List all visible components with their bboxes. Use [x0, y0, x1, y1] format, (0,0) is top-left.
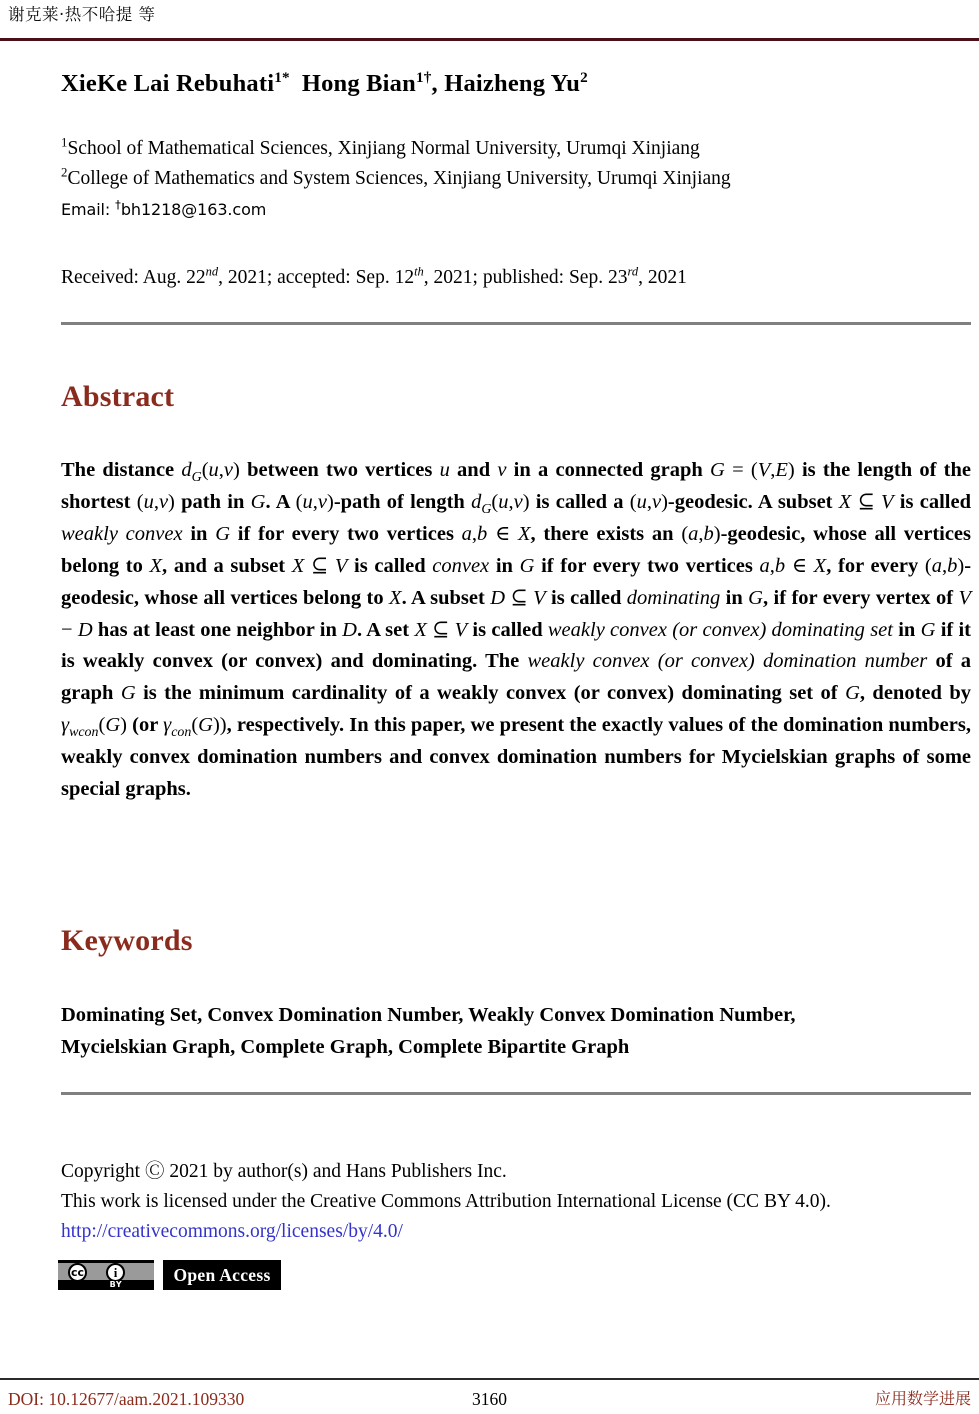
- footer-doi[interactable]: DOI: 10.12677/aam.2021.109330: [8, 1389, 245, 1409]
- abstract-text: The distance $d_G(u,v)$ between two vertices u and v in a connected graph G = (V,E) is the length of the shortest (u,v) path in G. A (u,v)-path of length $d_G(u,v)$ is called a (u,v)-geodesic. A subset X ⊆ V is called weakly convex in G if for every two vertices a,b ∈ X, there exists an (a,b)-geodesic, whose all vertices belong to X, and a subset X ⊆ V is called convex in G if for every two vertices a,b ∈ X, for every (a,b)-geodesic, whose all vertices belong to X. A subset D ⊆ V is called dominating in G, if for every vertex of V − D has at least one neighbor in D. A set X ⊆ V is called weakly convex (or convex) dominating set in G if it is weakly convex (or convex) and dominating. The weakly convex (or convex) domination number of a graph G is the minimum cardinality of a weakly convex (or convex) dominating set of G, denoted by $\gamma_{wcon}(G)$ (or $\gamma_{con}(G)$), respectively. In this paper, we present the exactly values of the domination numbers, weakly convex domination numbers and convex domination numbers for Mycielskian graphs of some special graphs.: [61, 459, 972, 801]
- accepted-ordinal: th: [414, 264, 424, 279]
- affiliation-2-marker: 2: [61, 165, 68, 180]
- received-year: , 2021; accepted: Sep. 12: [218, 267, 415, 288]
- creative-commons-badge-icon[interactable]: [58, 1260, 154, 1290]
- running-head: [0, 0, 979, 40]
- keywords-text: [61, 999, 971, 1063]
- abstract-heading: Abstract: [61, 380, 175, 413]
- cc-by-label: BY: [109, 1280, 123, 1289]
- cc-attribution-person-icon: i: [106, 1263, 125, 1282]
- received-label: Received: Aug. 22: [61, 267, 206, 288]
- cc-logo-icon: cc: [68, 1263, 87, 1282]
- keywords-line-2: Mycielskian Graph, Complete Graph, Complete Bipartite Graph: [61, 1036, 630, 1058]
- author-2-name: Hong Bian: [301, 70, 416, 97]
- author-3-affil-marker: 2: [580, 68, 588, 86]
- affiliation-1-marker: 1: [61, 135, 68, 150]
- keywords-heading: Keywords: [61, 924, 193, 957]
- header-rule: [0, 38, 979, 41]
- published-year: , 2021: [638, 267, 687, 288]
- copyright-line: Copyright Ⓒ 2021 by author(s) and Hans Publishers Inc.: [61, 1161, 507, 1182]
- running-head-text: 谢克莱·热不哈提 等: [8, 5, 156, 24]
- footer-page-number: 3160: [472, 1389, 507, 1409]
- keywords-bottom-rule: [61, 1092, 971, 1095]
- email-label: Email:: [61, 200, 116, 219]
- email-address[interactable]: bh1218@163.com: [120, 200, 267, 219]
- affiliation-2: [61, 166, 971, 192]
- author-line: [61, 68, 971, 100]
- author-1-name: XieKe Lai Rebuhati: [61, 70, 275, 97]
- received-ordinal: nd: [205, 264, 219, 279]
- page-footer: [0, 1387, 979, 1414]
- license-link[interactable]: http://creativecommons.org/licenses/by/4.0/: [61, 1221, 403, 1242]
- affiliation-1: [61, 136, 971, 162]
- affiliation-1-text: School of Mathematical Sciences, Xinjiang Normal University, Urumqi Xinjiang: [67, 138, 700, 159]
- published-ordinal: rd: [627, 264, 639, 279]
- keywords-line-1: Dominating Set, Convex Domination Number, Weakly Convex Domination Number,: [61, 1004, 796, 1026]
- email-line: [61, 198, 971, 222]
- footer-rule: [0, 1378, 979, 1380]
- abstract-top-rule: [61, 322, 971, 325]
- license-badges: [58, 1260, 281, 1290]
- open-access-badge[interactable]: Open Access: [163, 1260, 281, 1290]
- license-line: This work is licensed under the Creative Commons Attribution International License (CC BY 4.0).: [61, 1191, 831, 1212]
- affiliation-2-text: College of Mathematics and System Sciences, Xinjiang University, Urumqi Xinjiang: [67, 168, 731, 189]
- author-2-affil-marker: 1†: [415, 68, 432, 86]
- email-dagger-marker: †: [115, 197, 121, 212]
- author-3-name: Haizheng Yu: [444, 70, 581, 97]
- footer-journal-name: 应用数学进展: [874, 1389, 971, 1408]
- accepted-year: , 2021; published: Sep. 23: [423, 267, 628, 288]
- publication-dates: [61, 265, 971, 291]
- author-1-affil-marker: 1*: [274, 68, 290, 86]
- author-2-comma: ,: [431, 70, 438, 97]
